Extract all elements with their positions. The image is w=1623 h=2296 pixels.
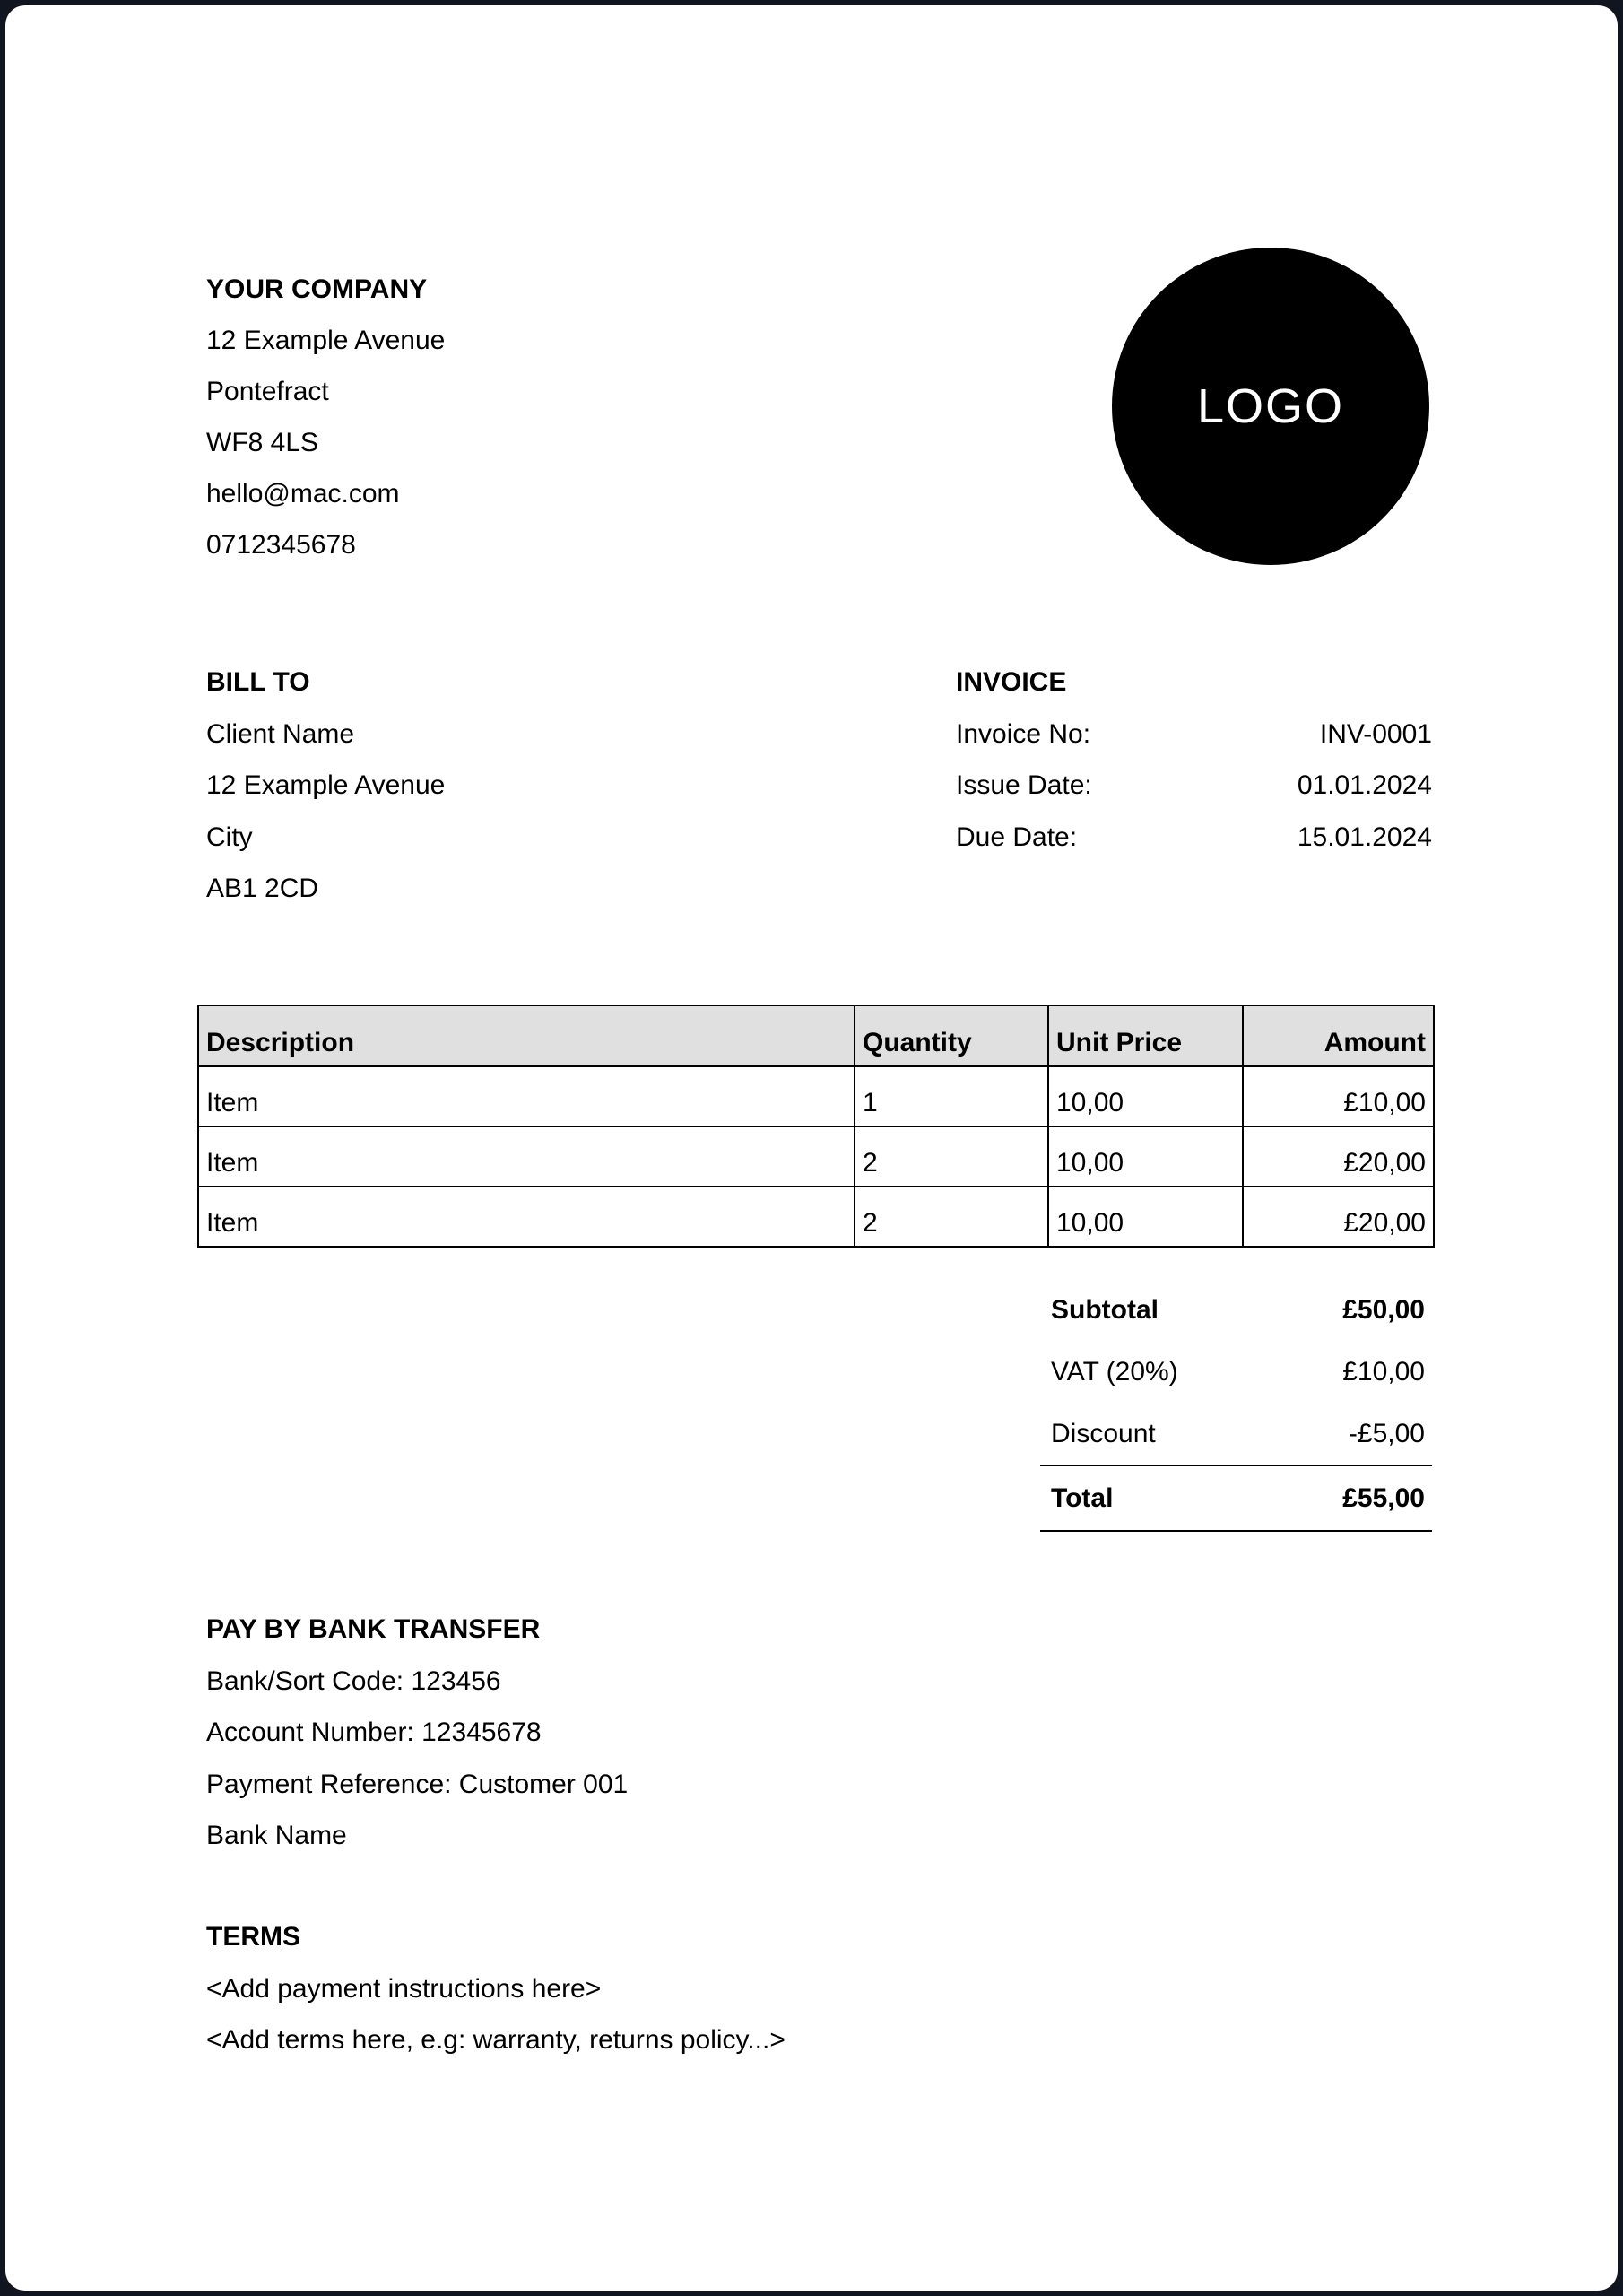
company-email: hello@mac.com (206, 479, 400, 509)
subtotal-row (1040, 1279, 1432, 1341)
vat-value: £10,00 (1342, 1356, 1425, 1387)
table-header-row (198, 1005, 1434, 1066)
company-logo (1112, 248, 1429, 565)
company-address-line: Pontefract (206, 377, 329, 406)
item-quantity: 1 (855, 1066, 1048, 1126)
totals-summary (1040, 1279, 1432, 1532)
subtotal-label: Subtotal (1051, 1294, 1159, 1325)
terms-line: <Add payment instructions here> (206, 1973, 602, 2004)
client-address-line: City (206, 822, 253, 852)
subtotal-value: £50,00 (1342, 1294, 1425, 1325)
invoice-heading: INVOICE (956, 667, 1067, 697)
item-amount: £20,00 (1243, 1187, 1434, 1247)
item-amount: £20,00 (1243, 1126, 1434, 1187)
bill-to-section (206, 657, 445, 915)
account-number: Account Number: 12345678 (206, 1718, 542, 1747)
due-date-value: 15.01.2024 (1297, 822, 1432, 852)
terms-section (206, 1911, 785, 2066)
payment-heading: PAY BY BANK TRANSFER (206, 1614, 541, 1644)
company-phone: 0712345678 (206, 530, 356, 560)
item-description: Item (198, 1126, 855, 1187)
col-header-unit-price: Unit Price (1048, 1005, 1243, 1066)
item-description: Item (198, 1187, 855, 1247)
item-unit-price: 10,00 (1048, 1066, 1243, 1126)
due-date-label: Due Date: (956, 822, 1078, 852)
payment-section (206, 1604, 628, 1862)
col-header-quantity: Quantity (855, 1005, 1048, 1066)
invoice-number-value: INV-0001 (1319, 718, 1432, 749)
table-row (198, 1126, 1434, 1187)
vat-label: VAT (20%) (1051, 1356, 1178, 1387)
item-unit-price: 10,00 (1048, 1126, 1243, 1187)
invoice-meta-section (956, 657, 1432, 863)
vat-row (1040, 1341, 1432, 1403)
terms-line: <Add terms here, e.g: warranty, returns policy...> (206, 2025, 785, 2055)
line-items-table (197, 1004, 1435, 1248)
item-amount: £10,00 (1243, 1066, 1434, 1126)
item-unit-price: 10,00 (1048, 1187, 1243, 1247)
client-name: Client Name (206, 718, 355, 749)
client-address-line: 12 Example Avenue (206, 770, 446, 800)
company-address-line: WF8 4LS (206, 428, 319, 457)
bank-sort-code: Bank/Sort Code: 123456 (206, 1665, 501, 1696)
total-label: Total (1051, 1483, 1114, 1513)
col-header-description: Description (198, 1005, 855, 1066)
discount-row (1040, 1403, 1432, 1465)
invoice-number-label: Invoice No: (956, 718, 1091, 749)
table-row (198, 1187, 1434, 1247)
item-quantity: 2 (855, 1126, 1048, 1187)
discount-label: Discount (1051, 1418, 1156, 1448)
table-row (198, 1066, 1434, 1126)
item-description: Item (198, 1066, 855, 1126)
discount-value: -£5,00 (1348, 1418, 1425, 1448)
total-value: £55,00 (1342, 1483, 1425, 1513)
due-date-row (956, 812, 1432, 864)
terms-heading: TERMS (206, 1922, 300, 1952)
issue-date-value: 01.01.2024 (1297, 770, 1432, 800)
invoice-number-row (956, 709, 1432, 761)
logo-text: LOGO (1196, 379, 1345, 433)
company-address-line: 12 Example Avenue (206, 326, 446, 355)
bank-name: Bank Name (206, 1821, 347, 1850)
issue-date-label: Issue Date: (956, 770, 1092, 800)
client-address-line: AB1 2CD (206, 874, 319, 903)
issue-date-row (956, 760, 1432, 812)
payment-reference: Payment Reference: Customer 001 (206, 1769, 629, 1799)
company-name: YOUR COMPANY (206, 274, 428, 304)
bill-to-heading: BILL TO (206, 667, 310, 697)
company-header (206, 264, 445, 570)
col-header-amount: Amount (1243, 1005, 1434, 1066)
total-row (1040, 1465, 1432, 1532)
item-quantity: 2 (855, 1187, 1048, 1247)
